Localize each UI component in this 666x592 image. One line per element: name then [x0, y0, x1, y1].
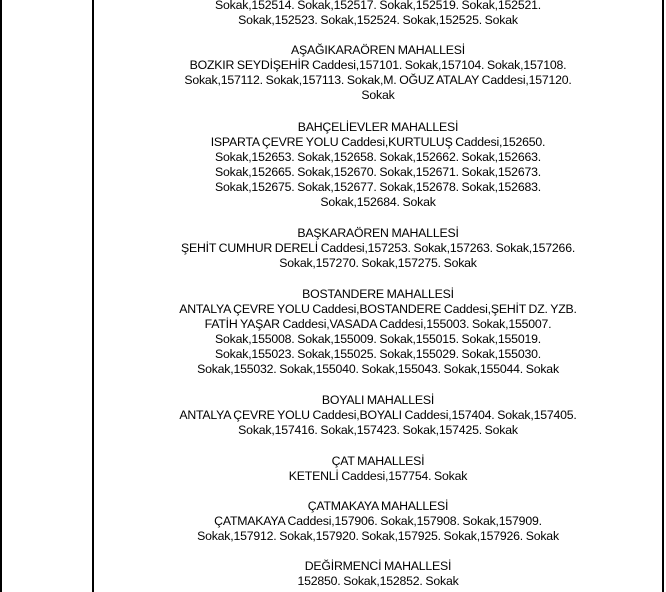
- street-line: ISPARTA ÇEVRE YOLU Caddesi,KURTULUŞ Caddesi,152650.: [210, 135, 546, 149]
- neighborhood-title: DEĞİRMENCİ MAHALLESİ: [304, 559, 452, 573]
- street-line: Sokak,157112. Sokak,157113. Sokak,M. OĞUZ ATALAY Caddesi,157120.: [184, 73, 572, 87]
- street-line: Sokak,152514. Sokak,152517. Sokak,152519. Sokak,152521.: [215, 0, 541, 12]
- table-border-left: [0, 0, 2, 592]
- street-line: FATİH YAŞAR Caddesi,VASADA Caddesi,155003. Sokak,155007.: [204, 317, 552, 331]
- neighborhood-block: [94, 120, 662, 210]
- neighborhood-title: BAHÇELİEVLER MAHALLESİ: [297, 120, 459, 134]
- continuation-block: [94, 0, 662, 28]
- neighborhood-block: [94, 287, 662, 377]
- neighborhood-block: [94, 499, 662, 544]
- neighborhood-block: [94, 393, 662, 438]
- street-line: Sokak,152684. Sokak: [320, 195, 436, 209]
- street-line: Sokak,155008. Sokak,155009. Sokak,155015. Sokak,155019.: [215, 332, 541, 346]
- neighborhood-block: [94, 559, 662, 589]
- street-line: ANTALYA ÇEVRE YOLU Caddesi,BOYALI Caddesi,157404. Sokak,157405.: [179, 408, 577, 422]
- neighborhood-block: [94, 226, 662, 271]
- neighborhood-title: BOYALI MAHALLESİ: [321, 393, 435, 407]
- street-line: ANTALYA ÇEVRE YOLU Caddesi,BOSTANDERE Caddesi,ŞEHİT DZ. YZB.: [179, 302, 577, 316]
- street-line: BOZKIR SEYDİŞEHİR Caddesi,157101. Sokak,157104. Sokak,157108.: [189, 58, 567, 72]
- street-line: Sokak: [361, 88, 395, 102]
- street-line: Sokak,152675. Sokak,152677. Sokak,152678. Sokak,152683.: [215, 180, 541, 194]
- neighborhood-title: ÇATMAKAYA MAHALLESİ: [307, 499, 449, 513]
- street-line: ÇATMAKAYA Caddesi,157906. Sokak,157908. Sokak,157909.: [214, 514, 542, 528]
- street-line: Sokak,155023. Sokak,155025. Sokak,155029. Sokak,155030.: [215, 347, 541, 361]
- street-line: Sokak,152665. Sokak,152670. Sokak,152671. Sokak,152673.: [215, 165, 541, 179]
- street-line: Sokak,157416. Sokak,157423. Sokak,157425. Sokak: [238, 423, 518, 437]
- neighborhood-title: AŞAĞIKARAÖREN MAHALLESİ: [291, 43, 465, 57]
- street-line: Sokak,157912. Sokak,157920. Sokak,157925. Sokak,157926. Sokak: [197, 529, 559, 543]
- neighborhood-title: BAŞKARAÖREN MAHALLESİ: [297, 226, 459, 240]
- neighborhood-title: BOSTANDERE MAHALLESİ: [302, 287, 454, 301]
- street-line: Sokak,157270. Sokak,157275. Sokak: [279, 256, 477, 270]
- street-line: Sokak,152523. Sokak,152524. Sokak,152525. Sokak: [238, 13, 518, 27]
- neighborhood-block: [94, 454, 662, 484]
- street-list-column: [94, 0, 662, 592]
- street-line: Sokak,152653. Sokak,152658. Sokak,152662. Sokak,152663.: [215, 150, 541, 164]
- street-line: 152850. Sokak,152852. Sokak: [297, 574, 459, 588]
- street-line: Sokak,155032. Sokak,155040. Sokak,155043. Sokak,155044. Sokak: [197, 362, 559, 376]
- neighborhood-title: ÇAT MAHALLESİ: [331, 454, 425, 468]
- table-border-right: [662, 0, 664, 592]
- neighborhood-block: [94, 43, 662, 103]
- street-line: KETENLİ Caddesi,157754. Sokak: [288, 469, 468, 483]
- street-line: ŞEHİT CUMHUR DERELİ Caddesi,157253. Sokak,157263. Sokak,157266.: [180, 241, 576, 255]
